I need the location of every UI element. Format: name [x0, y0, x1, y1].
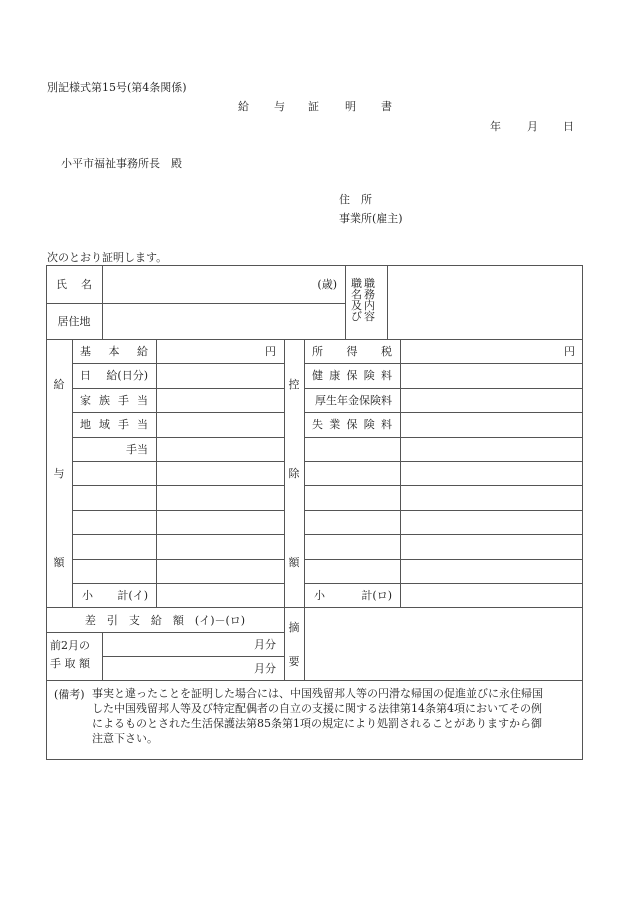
label-char: 険	[363, 369, 375, 382]
title-char: 給	[238, 100, 249, 113]
date-month-label: 月	[527, 120, 538, 133]
deduction-amount-field[interactable]	[400, 437, 583, 461]
month-unit: 月分	[254, 638, 276, 651]
label-char: 業	[329, 418, 341, 431]
summary-label	[284, 610, 304, 678]
label-char: 当	[137, 394, 148, 407]
prev-label-line: 手 取 額	[50, 657, 90, 670]
label-char: 給(日分)	[106, 369, 148, 382]
addressee: 小平市福祉事務所長 殿	[61, 157, 182, 170]
label-char: 得	[346, 345, 358, 358]
salary-amount-field[interactable]	[156, 559, 284, 583]
label-char: 基	[80, 345, 91, 358]
label-char: 失	[312, 418, 323, 431]
label-char: 地	[80, 418, 91, 431]
job-label-char: 及	[351, 299, 362, 312]
section-char: 額	[288, 556, 300, 570]
salary-row-label	[72, 559, 156, 583]
label-char: 族	[99, 394, 110, 407]
label-char: 厚生年金保険料	[315, 394, 392, 407]
salary-amount-field[interactable]	[156, 534, 284, 558]
label-char: 日	[80, 369, 91, 382]
summary-char: 摘	[288, 621, 300, 634]
residence-label	[46, 303, 102, 339]
deduction-row-label	[304, 461, 400, 485]
name-label-char: 氏	[56, 278, 67, 291]
summary-field[interactable]	[304, 607, 583, 680]
date-year-label: 年	[490, 120, 501, 133]
prev-month-2-field[interactable]	[102, 656, 284, 680]
salary-amount-field[interactable]	[156, 485, 284, 509]
deduction-row-label	[304, 559, 400, 583]
deduction-amount-field[interactable]	[400, 388, 583, 412]
job-label-char: 名	[351, 288, 362, 301]
deduction-amount-field[interactable]	[400, 363, 583, 387]
label-char: 当	[137, 418, 148, 431]
deduction-row-label	[304, 339, 400, 363]
job-label-char: 職	[351, 277, 362, 290]
job-title-field[interactable]	[387, 265, 583, 339]
section-char: 額	[53, 556, 65, 570]
label-char: 料	[381, 369, 392, 382]
label-char: 域	[99, 418, 110, 431]
label-char: 険	[363, 418, 375, 431]
summary-char: 要	[288, 655, 300, 668]
age-suffix: (歳)	[317, 278, 337, 291]
title-char: 与	[274, 100, 285, 113]
salary-amount-field[interactable]	[156, 412, 284, 436]
section-char: 控	[288, 377, 300, 391]
month-unit: 月分	[254, 662, 276, 675]
remarks-text	[92, 686, 543, 746]
net-pay-label	[46, 607, 284, 632]
remarks-line: 注意下さい。	[92, 732, 158, 745]
deduction-subtotal-label	[304, 583, 400, 607]
salary-row-label	[72, 339, 156, 363]
salary-subtotal-field[interactable]	[156, 583, 284, 607]
prev-months-label	[50, 637, 100, 673]
label-char: 計(ロ)	[361, 589, 392, 602]
salary-amount-field[interactable]	[156, 363, 284, 387]
job-label-char: 容	[364, 310, 375, 323]
salary-row-label	[72, 461, 156, 485]
salary-amount-field[interactable]	[156, 510, 284, 534]
date-day-label: 日	[563, 120, 574, 133]
label-char: 計(イ)	[117, 589, 148, 602]
name-field[interactable]	[102, 265, 345, 303]
title-char: 書	[381, 100, 392, 113]
deduction-row-label	[304, 412, 400, 436]
deduction-section-label	[284, 339, 304, 607]
salary-row-label	[72, 437, 156, 461]
deduction-amount-field[interactable]	[400, 461, 583, 485]
salary-row-label	[72, 510, 156, 534]
label-char: 小	[82, 589, 93, 602]
label-char: 料	[381, 418, 392, 431]
title-char: 証	[308, 100, 319, 113]
label-char: 手当	[126, 443, 148, 456]
label-char: 本	[108, 345, 120, 358]
salary-row-label	[72, 412, 156, 436]
name-label	[46, 265, 102, 303]
section-char: 除	[288, 466, 300, 480]
section-char: 与	[53, 466, 65, 480]
job-label-char: 内	[364, 299, 375, 312]
label-char: 税	[381, 345, 392, 358]
salary-row-label	[72, 388, 156, 412]
salary-row-label	[72, 534, 156, 558]
label-char: 保	[346, 418, 358, 431]
label-char: 保	[346, 369, 358, 382]
title-char: 明	[345, 100, 356, 113]
label-char: 家	[80, 394, 91, 407]
label-char: 手	[118, 418, 129, 431]
salary-amount-field[interactable]	[156, 461, 284, 485]
employer-label: 事業所(雇主)	[339, 212, 403, 225]
residence-field[interactable]	[102, 303, 345, 339]
salary-section-label	[46, 339, 72, 607]
deduction-amount-field[interactable]	[400, 412, 583, 436]
deduction-subtotal-field[interactable]	[400, 583, 583, 607]
prev-label-line: 前2月の	[50, 639, 90, 652]
unit-label: 円	[564, 345, 575, 358]
section-char: 給	[53, 377, 65, 391]
deduction-row-label	[304, 363, 400, 387]
deduction-amount-field[interactable]	[400, 510, 583, 534]
label-char: 所	[312, 345, 323, 358]
label-char: 康	[329, 369, 341, 382]
remarks-line: 事実と違ったことを証明した場合には、中国残留邦人等の円滑な帰国の促進並びに永住帰国	[92, 687, 543, 700]
deduction-amount-field[interactable]	[400, 339, 583, 363]
label-char: 手	[118, 394, 129, 407]
job-label-char: 務	[364, 288, 375, 301]
salary-amount-field[interactable]	[156, 339, 284, 363]
salary-row-label	[72, 485, 156, 509]
label-char: 給	[137, 345, 148, 358]
salary-amount-field[interactable]	[156, 388, 284, 412]
deduction-row-label	[304, 510, 400, 534]
deduction-amount-field[interactable]	[400, 559, 583, 583]
remarks-line: した中国残留邦人等及び特定配偶者の自立の支援に関する法律第14条第4項においてその例	[92, 702, 542, 715]
deduction-row-label	[304, 534, 400, 558]
salary-amount-field[interactable]	[156, 437, 284, 461]
form-number: 別記様式第15号(第4条関係)	[47, 81, 187, 94]
job-label-char: 職	[364, 277, 375, 290]
unit-label: 円	[265, 345, 276, 358]
deduction-row-label	[304, 437, 400, 461]
job-title-label	[351, 278, 375, 322]
deduction-row-label	[304, 485, 400, 509]
deduction-amount-field[interactable]	[400, 534, 583, 558]
net-pay-label-text: 差 引 支 給 額 (イ)－(ロ)	[84, 613, 246, 627]
salary-subtotal-label	[72, 583, 156, 607]
address-label: 住 所	[339, 193, 372, 206]
name-label-char: 名	[81, 278, 92, 291]
deduction-row-label	[304, 388, 400, 412]
deduction-amount-field[interactable]	[400, 485, 583, 509]
remarks-label: (備考)	[54, 688, 85, 701]
intro-text: 次のとおり証明します。	[47, 251, 168, 264]
prev-month-1-field[interactable]	[102, 632, 284, 656]
remarks-line: によるものとされた生活保護法第85条第1項の規定により処罰されることがありますから御	[92, 717, 542, 730]
salary-row-label	[72, 363, 156, 387]
job-label-char: び	[351, 310, 362, 323]
residence-label-text: 居住地	[57, 315, 91, 328]
label-char: 健	[312, 369, 323, 382]
label-char: 小	[314, 589, 325, 602]
